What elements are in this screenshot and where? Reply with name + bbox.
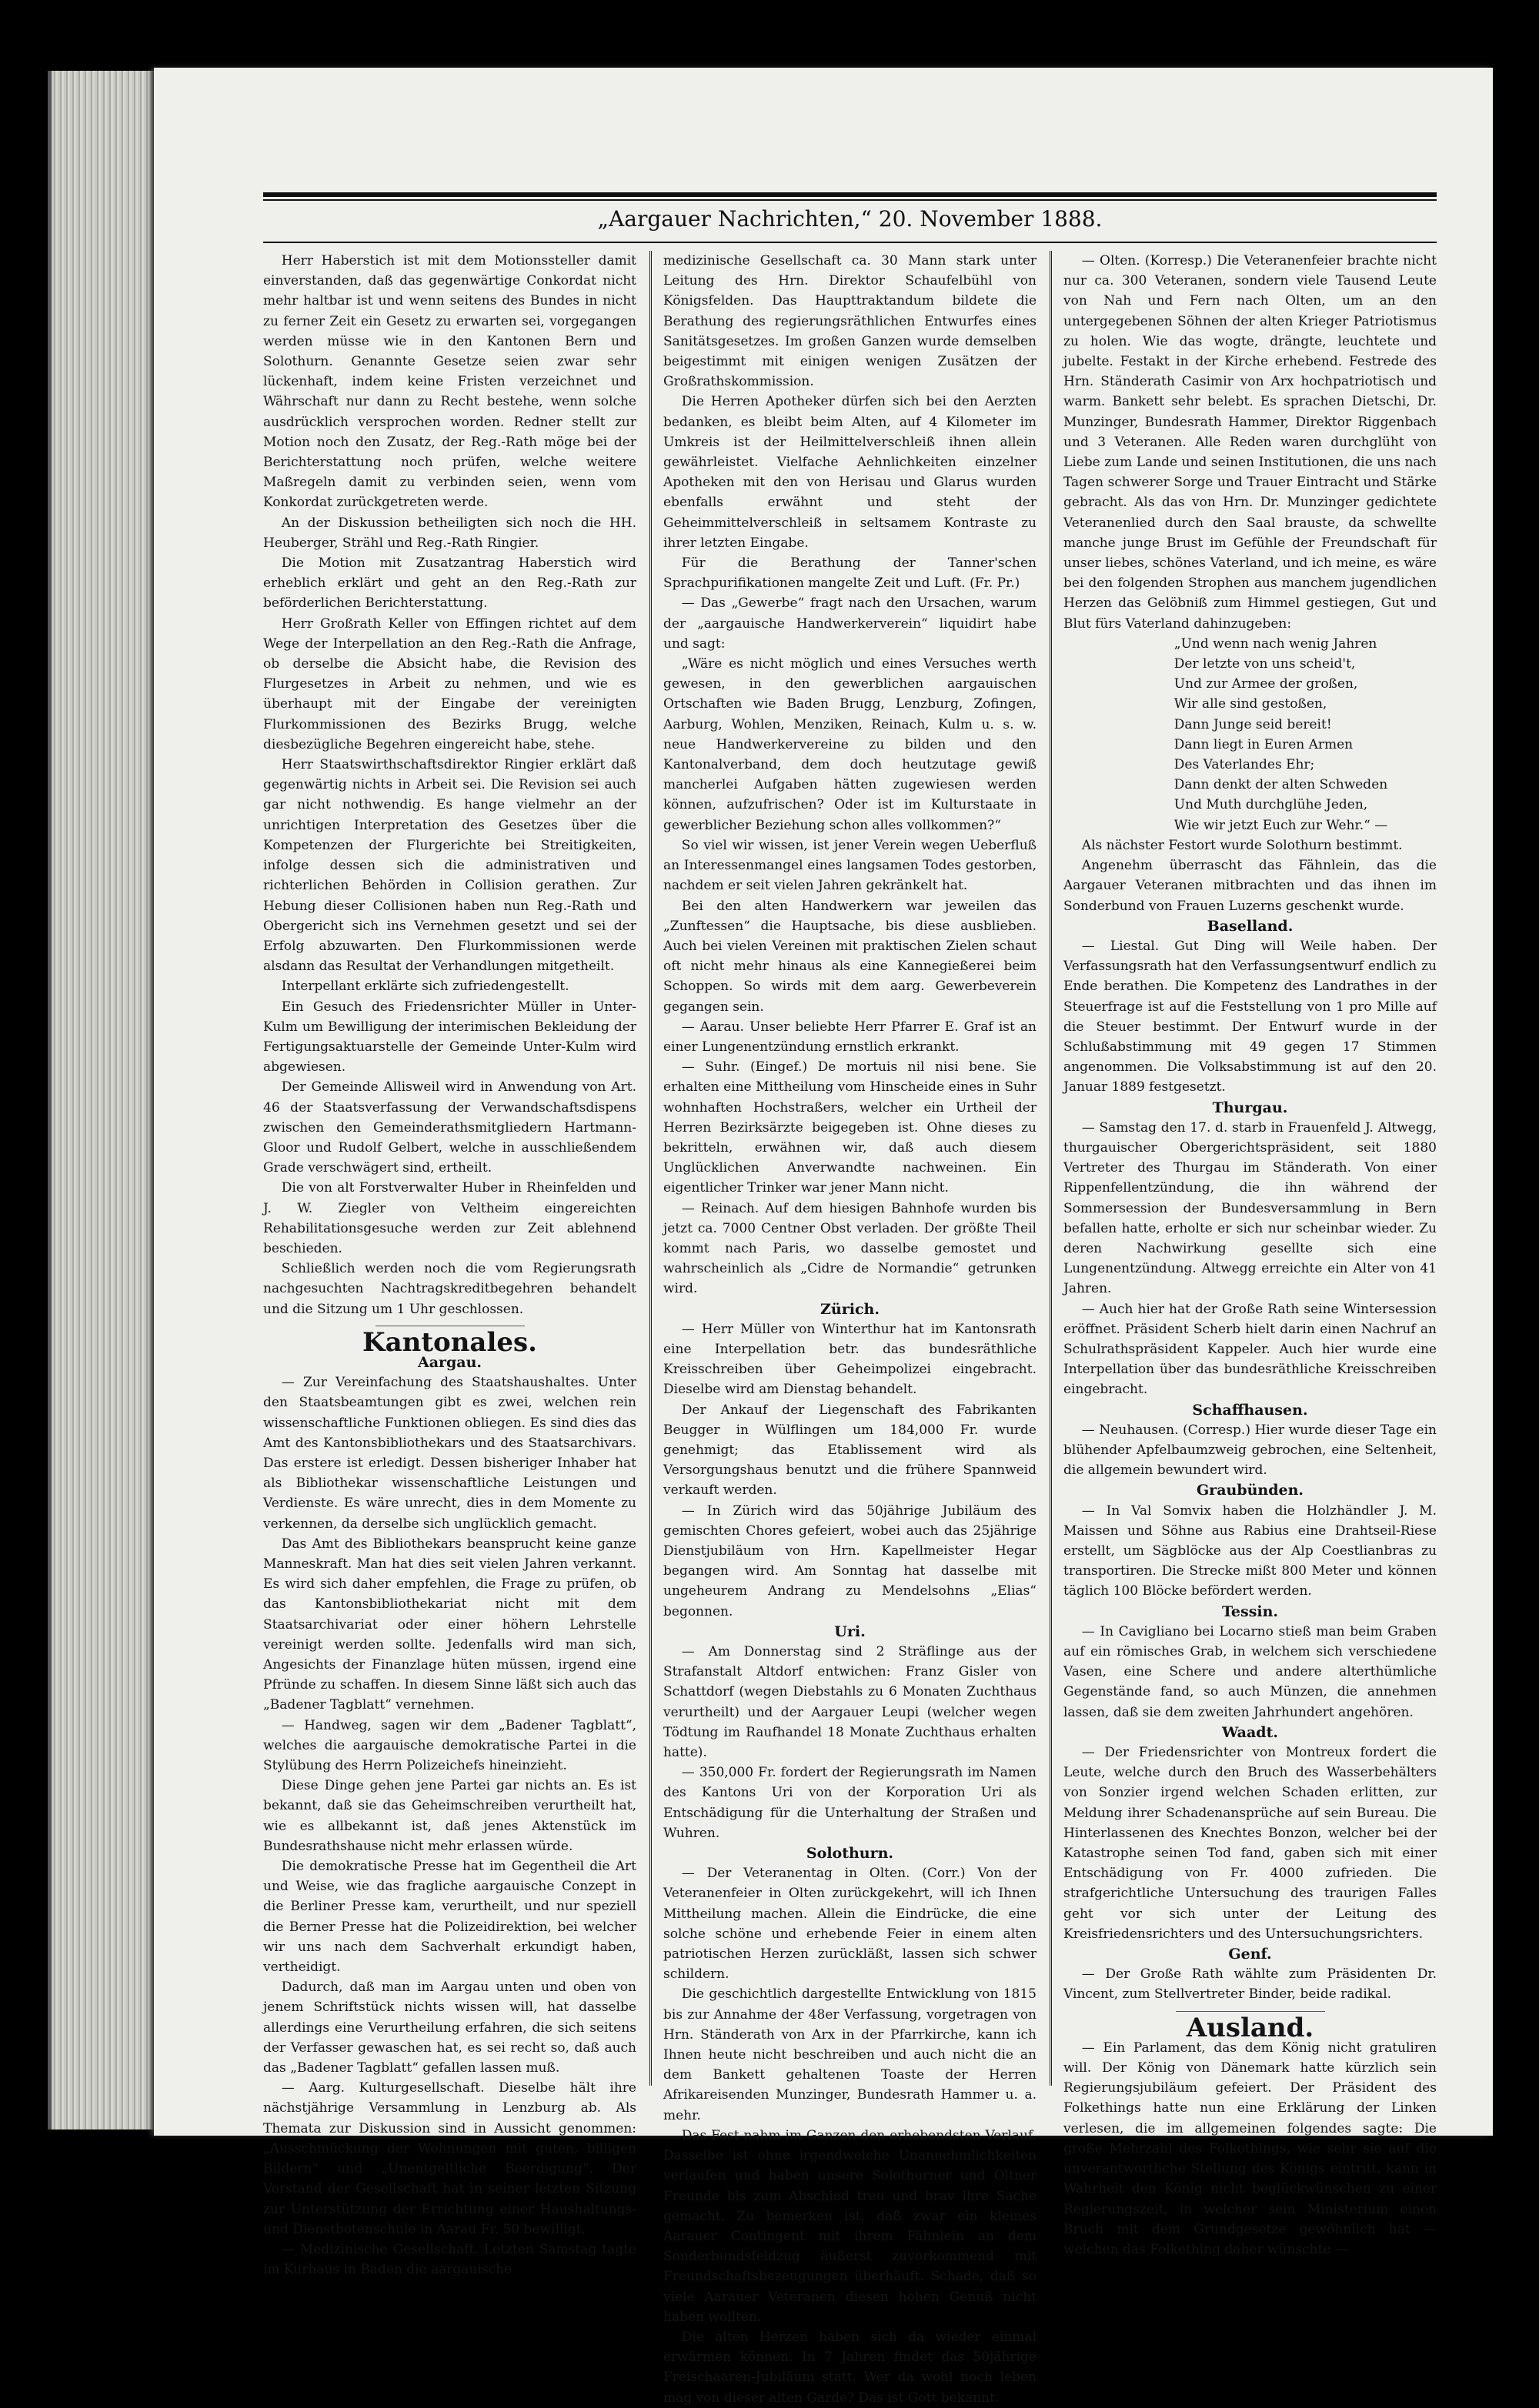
section-heading-ausland: Ausland. (1186, 2012, 1314, 2043)
poem-line: Und zur Armee der großen, (1173, 676, 1358, 692)
paragraph: — In Cavigliano bei Locarno stieß man beim Graben auf ein römisches Grab, in welchem sich verschiedene Vasen, eine Schere und andere alterthümliche Gegenstände fand, so auch Münzen, die annehmen lassen, daß sie dem zweiten Jahrhundert angehören. (1063, 1623, 1437, 1720)
paragraph: — Liestal. Gut Ding will Weile haben. Der Verfassungsrath hat den Verfassungsentwurf endlich zu Ende berathen. Die Kompetenz des Landrathes in der Steuerfrage ist auf die Feststellung von 1 pro Mille auf die Steuer bestimmt. Der Entwurf wurde in der Schlußabstimmung mit 49 gegen 17 Stimmen angenommen. Die Volksabstimmung ist auf den 20. Januar 1889 festgesetzt. (1063, 938, 1437, 1096)
column-divider (649, 251, 652, 2086)
running-header: „Aargauer Nachrichten,“ 20. November 1888. (597, 206, 1103, 232)
paragraph: — Der Friedensrichter von Montreux fordert die Leute, welche durch den Bruch des Wasserbehälters von Sonzier irgend welchen Schaden erlitten, zur Meldung ihrer Schadenansprüche auf sein Bureau. Die Hinterlassenen des Knechtes Bonzon, welcher bei der Katastrophe seinen Tod fand, gaben sich mit einer Entschädigung von Fr. 4000 zufrieden. Die strafgerichtliche Untersuchung des traurigen Falles geht vor sich unter der Leitung des Kreisfriedensrichters und des Untersuchungsrichters. (1063, 1745, 1437, 1942)
paragraph: — Neuhausen. (Corresp.) Hier wurde dieser Tage ein blühender Apfelbaumzweig gebrochen, eine Seltenheit, die allgemein bewundert wird. (1063, 1422, 1437, 1479)
newspaper-page (154, 68, 1493, 2406)
paragraph: Herr Haberstich ist mit dem Motionssteller damit einverstanden, daß das gegenwärtige Conkordat nicht mehr haltbar ist und wenn seitens des Bundes in nicht zu ferner Zeit ein Gesetz zu erwarten sei, vorgegangen werden müsse wie in den Kantonen Bern und Solothurn. Genannte Gesetze seien zwar sehr lückenhaft, indem keine Fristen verzeichnet und Währschaft nur dann zu Recht bestehe, wenn solche ausdrücklich versprochen worden. Redner stellt zur Motion noch den Zusatz, der Reg.-Rath möge bei der Berichterstattung noch prüfen, welche weitere Maßregeln damit zu verbinden seien, wenn vom Konkordat zurückgetreten werde. (263, 253, 636, 511)
paragraph: — Samstag den 17. d. starb in Frauenfeld J. Altwegg, thurgauischer Obergerichtspräsident, seit 1880 Vertreter des Thurgau im Ständerath. Von einer Rippenfellentzündung, die ihn während der Sommersession der Bundesversammlung in Bern befallen hatte, erholte er sich nur scheinbar wieder. Zu deren Nachwirkung gesellte sich eine Lungenentzündung. Altwegg erreichte ein Alter von 41 Jahren. (1063, 1119, 1437, 1297)
paragraph: Angenehm überrascht das Fähnlein, das die Aargauer Veteranen mitbrachten und das ihnen im Sonderbund von Frauen Luzerns geschenkt wurde. (1063, 858, 1437, 914)
poem-line: Der letzte von uns scheid't, (1173, 656, 1356, 672)
paragraph: Herr Großrath Keller von Effingen richtet auf dem Wege der Interpellation an den Reg.-Rath die Anfrage, ob derselbe die Absicht habe, die Revision des Flurgesetzes in Arbeit zu nehmen, und wie es überhaupt mit der Eingabe der vereinigten Flurkommissionen des Bezirks Brugg, welche diesbezügliche Begehren eingereicht habe, stehe. (263, 615, 636, 752)
subheading-waadt: Waadt. (1222, 1723, 1278, 1741)
paragraph: Die geschichtlich dargestellte Entwicklung von 1815 bis zur Annahme der 48er Verfassung, vorgetragen von Hrn. Ständerath von Arx in der Pfarrkirche, kann ich Ihnen heute nicht beschreiben und auch nicht die an dem Bankett gehaltenen Toaste der Herren Afrikareisenden Munzinger, Bundesrath Hammer u. a. mehr. (663, 1986, 1037, 2123)
paragraph: Die Herren Apotheker dürfen sich bei den Aerzten bedanken, es bleibt beim Alten, auf 4 Kilometer im Umkreis ist der Heilmittelverschleiß ihnen allein gewährleistet. Vielfache Aehnlichkeiten einzelner Apotheken mit den von Herisau und Glarus wurden ebenfalls erwähnt und steht der Geheimmittelverschleiß in seltsamem Kontraste zu ihrer letzten Eingabe. (663, 394, 1037, 551)
paragraph: — In Zürich wird das 50jährige Jubiläum des gemischten Chores gefeiert, wobei auch das 25jährige Dienstjubiläum von Hrn. Kapellmeister Hegar begangen wird. Am Sonntag hat dasselbe mit ungeheurem Andrang zu Mendelsohns „Elias“ begonnen. (663, 1502, 1037, 1619)
paragraph: — Auch hier hat der Große Rath seine Wintersession eröffnet. Präsident Scherb hielt darin einen Nachruf an Schulrathspräsident Kappeler. Auch hier wurde eine Interpellation über das bundesräthliche Kreisschreiben eingebracht. (1063, 1301, 1437, 1398)
paragraph: — Der Veteranentag in Olten. (Corr.) Von der Veteranenfeier in Olten zurückgekehrt, will ich Ihnen Mittheilung machen. Allein die Eindrücke, die eine solche schöne und erhebende Feier in einem alten patriotischen Herzen zurückläßt, lassen sich schwer schildern. (663, 1866, 1037, 1983)
poem-line: Dann Junge seid bereit! (1173, 716, 1332, 732)
paragraph: So viel wir wissen, ist jener Verein wegen Ueberfluß an Interessenmangel eines langsamen Todes gestorben, nachdem er seit vielen Jahren gekränkelt hat. (663, 837, 1037, 894)
paragraph: Dadurch, daß man im Aargau unten und oben von jenem Schriftstück nichts wissen will, hat dasselbe allerdings eine Verurtheilung erfahren, die sich seitens der Verfasser gewaschen hat, es sei recht so, daß auch das „Badener Tagblatt“ gefallen lassen muß. (263, 1979, 636, 2076)
paragraph: Die Motion mit Zusatzantrag Haberstich wird erheblich erklärt und geht an den Reg.-Rath zur beförderlichen Berichterstattung. (263, 555, 636, 612)
paragraph: — Aarau. Unser beliebte Herr Pfarrer E. Graf ist an einer Lungenentzündung ernstlich erkrankt. (663, 1019, 1037, 1055)
poem-line: Des Vaterlandes Ehr; (1173, 757, 1315, 773)
paragraph: — Der Große Rath wählte zum Präsidenten Dr. Vincent, zum Stellvertreter Binder, beide radikal. (1063, 1966, 1437, 2003)
paragraph: Interpellant erklärte sich zufriedengestellt. (281, 979, 569, 995)
subheading-thurgau: Thurgau. (1212, 1099, 1288, 1116)
column-1 (263, 251, 636, 2278)
paragraph: Herr Staatswirthschaftsdirektor Ringier erklärt daß gegenwärtig nichts in Arbeit sei. Die Revision sei auch gar nicht nothwendig. Es hange vielmehr an der unrichtigen Interpretation des Gesetzes über die Kompetenzen der Flurgerichte bei Streitigkeiten, infolge dessen sich die administrativen und richterlichen Behörden in Collision gerathen. Zur Hebung dieser Collisionen haben nun Reg.-Rath und Obergericht sich ins Vernehmen gesetzt und sei der Erfolg abzuwarten. Den Flurkommissionen werde alsdann das Resultat der Verhandlungen mitgetheilt. (263, 757, 636, 975)
paragraph: „Wäre es nicht möglich und eines Versuches werth gewesen, in den gewerblichen aargauischen Ortschaften wie Baden Brugg, Lenzburg, Zofingen, Aarburg, Wohlen, Menziken, Reinach, Kulm u. s. w. neue Handwerkervereine zu bilden und den Kantonalverband, dem doch heutzutage gewiß mancherlei Aufgaben hätten zugewiesen werden können, aufzufrischen? Oder ist im Kulturstaate in gewerblicher Beziehung schon alles vollkommen?“ (663, 656, 1037, 833)
subheading-schaffhausen: Schaffhausen. (1192, 1401, 1308, 1419)
paragraph: — Medizinische Gesellschaft. Letzten Samstag tagte im Kurhaus in Baden die aargauische (263, 2241, 636, 2278)
paragraph: medizinische Gesellschaft ca. 30 Mann stark unter Leitung des Hrn. Direktor Schaufelbühl von Königsfelden. Das Haupttraktandum bildete die Berathung des regierungsräthlichen Entwurfes eines Sanitätsgesetzes. Im großen Ganzen wurde demselben beigestimmt mit einigen wenigen Zusätzen der Großrathskommission. (663, 253, 1037, 390)
poem-line: Wie wir jetzt Euch zur Wehr.“ — (1173, 817, 1388, 833)
paragraph: — Handweg, sagen wir dem „Badener Tagblatt“, welches die aargauische demokratische Partei in die Stylübung des Herrn Polizeichefs hineinzieht. (263, 1717, 636, 1774)
paragraph: Bei den alten Handwerkern war jeweilen das „Zunftessen“ die Hauptsache, bis diese ausblieben. Auch bei vielen Vereinen mit praktischen Zielen schaut oft nicht mehr hinaus als eine Kannegießerei beim Schoppen. So wirds mit dem aarg. Gewerbeverein gegangen sein. (663, 898, 1037, 1015)
poem-line: „Und wenn nach wenig Jahren (1173, 635, 1377, 652)
paragraph: Als nächster Festort wurde Solothurn bestimmt. (1081, 837, 1403, 853)
page-content (263, 192, 1437, 2406)
page-stack-edge (48, 71, 159, 2130)
paragraph: Diese Dinge gehen jene Partei gar nichts an. Es ist bekannt, daß sie das Geheimschreiben verurtheilt hat, wie es allbekannt ist, daß jenes Aktenstück im Bundesrathshause nicht mehr erlassen würde. (263, 1778, 636, 1854)
column-2 (663, 251, 1037, 2406)
header-rule (263, 242, 1437, 243)
paragraph: — Olten. (Korresp.) Die Veteranenfeier brachte nicht nur ca. 300 Veteranen, sondern viele Tausend Leute von Nah und Fern nach Olten, um an den untergegebenen Söhnen der alten Krieger Patriotismus zu holen. Wie das wogte, drängte, leuchtete und jubelte. Festakt in der Kirche erhebend. Festrede des Hrn. Ständerath Casimir von Arx hochpatriotisch und warm. Bankett sehr belebt. Es sprachen Dietschi, Dr. Munzinger, Bundesrath Hammer, Direktor Riggenbach und 3 Veteranen. Alle Reden waren durchglüht von Liebe zum Lande und seinen Institutionen, die uns nach Tagen schwerer Sorge und Trauer Eintracht und Stärke gebracht. Als das von Hrn. Dr. Munzinger gedichtete Veteranenlied durch den Saal brauste, da schwellte manche junge Brust im Gefühle der Freundschaft für unser liebes, schönes Vaterland, und ich meine, es wäre bei den folgenden Strophen aus manchem jugendlichen Herzen das Gelöbniß zum Himmel gestiegen, Gut und Blut fürs Vaterland dahinzugeben: (1063, 253, 1437, 632)
subheading-solothurn: Solothurn. (806, 1845, 894, 1863)
subheading-genf: Genf. (1228, 1946, 1272, 1963)
paragraph: Die von alt Forstverwalter Huber in Rheinfelden und J. W. Ziegler von Veltheim eingereichten Rehabilitationsgesuche werden zur Zeit ablehnend beschieden. (263, 1180, 636, 1256)
paragraph: — In Val Somvix haben die Holzhändler J. M. Maissen und Söhne aus Rabius eine Drahtseil-Riese erstellt, um Sägblöcke aus der Alp Coestlianbras zu transportiren. Die Strecke mißt 800 Meter und können täglich 100 Blöcke befördert werden. (1063, 1502, 1437, 1599)
paragraph: Die alten Herzen haben sich da wieder einmal erwärmen können. In 7 Jahren findet das 50jährige Freischaaren-Jubiläum statt. Wer da wohl noch leben mag von dieser alten Garde? Das ist Gott bekannt. (663, 2329, 1037, 2406)
header-rule (263, 192, 1437, 197)
paragraph: Für die Berathung der Tanner'schen Sprachpurifikationen mangelte Zeit und Luft. (Fr. Pr.) (663, 555, 1037, 592)
section-heading-kantonales: Kantonales. (362, 1326, 537, 1358)
subheading-aargau: Aargau. (417, 1353, 482, 1371)
poem-line: Und Muth durchglühe Jeden, (1173, 797, 1368, 813)
paragraph: — Ein Parlament, das dem König nicht gratuliren will. Der König von Dänemark hatte kürzlich sein Regierungsjubiläum gefeiert. Der Präsident des Folkethings hatte nun eine Erklärung der Linken verlesen, die im allgemeinen folgendes sagte: Die große Mehrzahl des Folkethings, wie sehr sie auf die unverantwortliche Stellung des Königs eintritt, kann in Wahrheit den König nicht beglückwünschen zu einer Regierungszeit, in welcher sein Ministerium einen Bruch mit dem Grundgesetze gewöhnlich hat — welchen das Folkething daher wünschte — (1063, 2039, 1437, 2257)
paragraph: Schließlich werden noch die vom Regierungsrath nachgesuchten Nachtragskreditbegehren behandelt und die Sitzung um 1 Uhr geschlossen. (263, 1261, 636, 1317)
poem-line: Dann denkt der alten Schweden (1173, 777, 1388, 793)
separator-rule (1176, 2011, 1325, 2012)
column-divider (1050, 251, 1052, 2086)
subheading-graubuenden: Graubünden. (1196, 1482, 1304, 1499)
paragraph: Die demokratische Presse hat im Gegentheil die Art und Weise, wie das fragliche aargauische Conzept in die Berliner Presse kam, verurtheilt, und nur speziell die Berner Presse hat die Polizeidirektion, bei welcher wir uns nach dem Sachverhalt erkundigt haben, vertheidigt. (263, 1859, 636, 1976)
subheading-baselland: Baselland. (1207, 917, 1294, 935)
paragraph: Der Gemeinde Allisweil wird in Anwendung von Art. 46 der Staatsverfassung der Verwandschaftsdispens zwischen den Gemeinderathsmitgliedern Hartmann-Gloor und Rudolf Gelbert, welche in ausschließendem Grade verschwägert sind, ertheilt. (263, 1079, 636, 1176)
subheading-zurich: Zürich. (820, 1300, 880, 1318)
paragraph: — 350,000 Fr. fordert der Regierungsrath im Namen des Kantons Uri von der Korporation Uri als Entschädigung für die Unterhaltung der Straßen und Wuhren. (663, 1765, 1037, 1841)
paragraph: An der Diskussion betheiligten sich noch die HH. Heuberger, Strähl und Reg.-Rath Ringier. (263, 515, 636, 551)
paragraph: Ein Gesuch des Friedensrichter Müller in Unter-Kulm um Bewilligung der interimischen Bekleidung der Fertigungsaktuarstelle der Gemeinde Unter-Kulm wird abgewiesen. (263, 999, 636, 1076)
header-rule (263, 199, 1437, 201)
column-3 (1063, 251, 1437, 2257)
poem-line: Wir alle sind gestoßen, (1173, 696, 1327, 712)
paragraph: — Herr Müller von Winterthur hat im Kantonsrath eine Interpellation betr. das bundesräthliche Kreisschreiben über Geheimpolizei eingebracht. Dieselbe wird am Dienstag behandelt. (663, 1321, 1037, 1398)
paragraph: — Reinach. Auf dem hiesigen Bahnhofe wurden bis jetzt ca. 7000 Centner Obst verladen. Der größte Theil kommt nach Paris, wo dasselbe gemostet und wahrscheinlich als „Cidre de Normandie“ getrunken wird. (663, 1200, 1037, 1297)
paragraph: Das Fest nahm im Ganzen den erhebendsten Verlauf. Dasselbe ist ohne irgendwelche Unannehmlichkeiten verlaufen und haben unsere Solothurner und Oltner Freunde bis zum Abschied treu und brav ihre Sache gemacht. Zu bemerken ist, daß zwar ein kleines Aarauer Contingent mit ihrem Fähnlein an dem Sonderbundsfeldzug äußerst zuvorkommend mit Freundschaftsbezeugungen überhäuft. Schade, daß so viele Aarauer Veteranen diesen hohen Genuß nicht haben wollten. (663, 2127, 1037, 2325)
subheading-uri: Uri. (834, 1623, 866, 1640)
paragraph: — Aarg. Kulturgesellschaft. Dieselbe hält ihre nächstjährige Versammlung in Lenzburg ab. Als Themata zur Diskussion sind in Aussicht genommen: „Ausschmückung der Wohnungen mit guten, billigen Bildern“ und „Unentgeltliche Beerdigung“. Der Vorstand der Gesellschaft hat in seiner letzten Sitzung zur Unterstützung der Errichtung einer Haushaltungs- und Dienstbotenschule in Aarau Fr. 50 bewilligt. (263, 2080, 636, 2237)
paragraph: — Am Donnerstag sind 2 Sträflinge aus der Strafanstalt Altdorf entwichen: Franz Gisler von Schattdorf (wegen Diebstahls zu 6 Monaten Zuchthaus verurtheilt) und der Aargauer Leupi (welcher wegen Tödtung im Raufhandel 18 Monate Zuchthaus erhalten hatte). (663, 1644, 1037, 1761)
poem-line: Dann liegt in Euren Armen (1173, 736, 1354, 752)
paragraph: — Zur Vereinfachung des Staatshaushaltes. Unter den Staatsbeamtungen gibt es zwei, welchen rein wissenschaftliche Funktionen obliegen. Es sind dies das Amt des Kantonsbibliothekars und des Staatsarchivars. Das erstere ist erledigt. Dessen bisheriger Inhaber hat als Bibliothekar wissenschaftliche Leistungen und Verdienste. Es wäre unrecht, dies in dem Momente zu verkennen, da derselbe sich unglücklich gemacht. (263, 1375, 636, 1532)
paragraph: Der Ankauf der Liegenschaft des Fabrikanten Beugger in Wülflingen um 184,000 Fr. wurde genehmigt; das Etablissement wird als Versorgungshaus benutzt und die frühere Spannweid verkauft werden. (663, 1402, 1037, 1499)
paragraph: — Suhr. (Eingef.) De mortuis nil nisi bene. Sie erhalten eine Mittheilung vom Hinscheide eines in Suhr wohnhaften Hochstraßers, welcher ein Urtheil der Herren Bezirksärzte beigegeben ist. Ohne dieses zu bekritteln, erwähnen wir, daß auch diesem Unglücklichen Anverwandte nachweinen. Ein eigentlicher Trinker war jener Mann nicht. (663, 1059, 1037, 1196)
subheading-tessin: Tessin. (1221, 1603, 1279, 1620)
paragraph: Das Amt des Bibliothekars beansprucht keine ganze Manneskraft. Man hat dies seit vielen Jahren verkannt. Es wird sich daher empfehlen, die Frage zu prüfen, ob das Kantonsbibliothekariat nicht mit dem Staatsarchivariat oder einer höhern Lehrstelle vereinigt werden sollte. Jedenfalls wird man sich, Angesichts der Finanzlage hüten müssen, irgend eine Pfründe zu schaffen. In diesem Sinne läßt sich auch das „Badener Tagblatt“ vernehmen. (263, 1536, 636, 1713)
paragraph: — Das „Gewerbe“ fragt nach den Ursachen, warum der „aargauische Handwerkerverein“ liquidirt habe und sagt: (663, 595, 1037, 652)
